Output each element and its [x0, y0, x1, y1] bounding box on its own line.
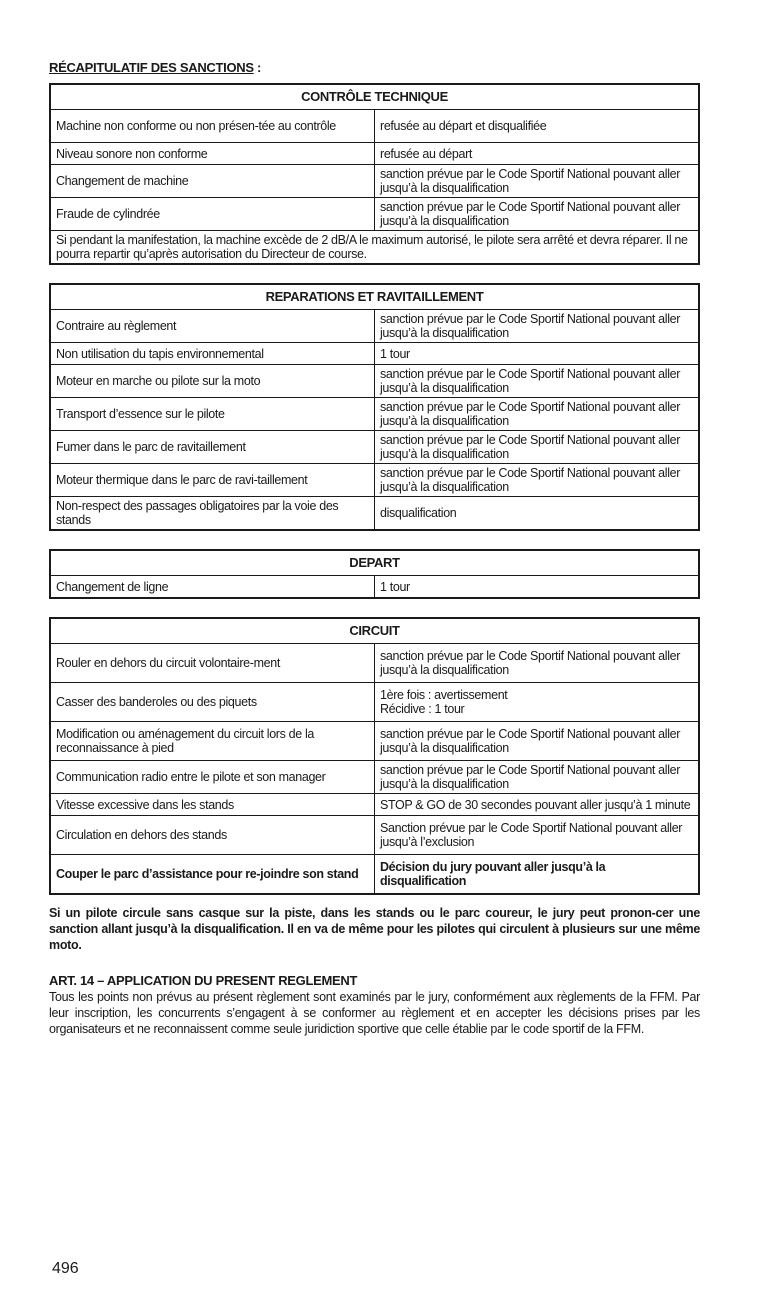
table-row — [50, 816, 699, 855]
table-row — [50, 365, 699, 398]
table-header: CONTRÔLE TECHNIQUE — [50, 84, 699, 110]
infraction-cell: Contraire au règlement — [50, 310, 375, 343]
table-controle-technique — [49, 83, 700, 265]
section-title-text: RÉCAPITULATIF DES SANCTIONS — [49, 60, 254, 75]
table-row — [50, 855, 699, 895]
sanction-cell: refusée au départ — [375, 143, 700, 165]
infraction-cell: Moteur thermique dans le parc de ravi-taillement — [50, 464, 375, 497]
table-row — [50, 398, 699, 431]
sanction-cell: sanction prévue par le Code Sportif National pouvant aller jusqu’à la disqualification — [375, 722, 700, 761]
infraction-cell: Rouler en dehors du circuit volontaire-ment — [50, 644, 375, 683]
sanction-cell: sanction prévue par le Code Sportif National pouvant aller jusqu’à la disqualification — [375, 165, 700, 198]
infraction-cell: Communication radio entre le pilote et son manager — [50, 761, 375, 794]
infraction-cell: Couper le parc d’assistance pour re-joindre son stand — [50, 855, 375, 895]
table-row — [50, 722, 699, 761]
table-circuit — [49, 617, 700, 895]
sanction-cell: 1 tour — [375, 343, 700, 365]
sanction-cell: STOP & GO de 30 secondes pouvant aller jusqu’à 1 minute — [375, 794, 700, 816]
table-row — [50, 644, 699, 683]
sanction-cell: sanction prévue par le Code Sportif National pouvant aller jusqu’à la disqualification — [375, 761, 700, 794]
table-row — [50, 464, 699, 497]
document-page — [49, 60, 700, 1037]
sanction-cell: 1 tour — [375, 576, 700, 599]
table-row — [50, 576, 699, 599]
table-header: CIRCUIT — [50, 618, 699, 644]
sanction-line: Récidive : 1 tour — [380, 702, 465, 716]
infraction-cell: Changement de ligne — [50, 576, 375, 599]
table-row — [50, 431, 699, 464]
article-body: Tous les points non prévus au présent règlement sont examinés par le jury, conformément aux règlements de la FFM. Par leur inscription, les concurrents s’engagent à se conformer au règlement et en accepter les décisions prises par les organisateurs et ne reconnaissent comme seule juridiction sportive que celle établie par le code sportif de la FFM. — [49, 990, 700, 1036]
table-header: DEPART — [50, 550, 699, 576]
sanction-cell — [375, 683, 700, 722]
note-cell: Si pendant la manifestation, la machine excède de 2 dB/A le maximum autorisé, le pilote sera arrêté et devra réparer. Il ne pourra repartir qu’après autorisation du Directeur de course. — [50, 231, 699, 265]
sanction-cell: sanction prévue par le Code Sportif National pouvant aller jusqu’à la disqualification — [375, 198, 700, 231]
infraction-cell: Fraude de cylindrée — [50, 198, 375, 231]
table-depart — [49, 549, 700, 599]
table-row — [50, 310, 699, 343]
sanction-cell: sanction prévue par le Code Sportif National pouvant aller jusqu’à la disqualification — [375, 398, 700, 431]
infraction-cell: Casser des banderoles ou des piquets — [50, 683, 375, 722]
sanction-cell: sanction prévue par le Code Sportif National pouvant aller jusqu’à la disqualification — [375, 310, 700, 343]
section-title: RÉCAPITULATIF DES SANCTIONS : — [49, 60, 262, 75]
table-row — [50, 761, 699, 794]
infraction-cell: Modification ou aménagement du circuit lors de la reconnaissance à pied — [50, 722, 375, 761]
infraction-cell: Machine non conforme ou non présen-tée au contrôle — [50, 110, 375, 143]
table-row — [50, 110, 699, 143]
infraction-cell: Niveau sonore non conforme — [50, 143, 375, 165]
table-reparations-ravitaillement — [49, 283, 700, 531]
sanction-line: 1ère fois : avertissement — [380, 688, 508, 702]
sanction-cell: sanction prévue par le Code Sportif National pouvant aller jusqu’à la disqualification — [375, 365, 700, 398]
table-row — [50, 143, 699, 165]
sanction-cell: Sanction prévue par le Code Sportif National pouvant aller jusqu’à l’exclusion — [375, 816, 700, 855]
sanction-cell: refusée au départ et disqualifiée — [375, 110, 700, 143]
table-row — [50, 231, 699, 265]
casque-note: Si un pilote circule sans casque sur la piste, dans les stands ou le parc coureur, le jury peut pronon-cer une sanction allant jusqu’à la disqualification. Il en va de même pour les pilotes qui circulent à plusieurs sur une même moto. — [49, 906, 700, 952]
article-title: ART. 14 – APPLICATION DU PRESENT REGLEMENT — [49, 973, 358, 988]
infraction-cell: Non-respect des passages obligatoires par la voie des stands — [50, 497, 375, 531]
infraction-cell: Transport d’essence sur le pilote — [50, 398, 375, 431]
sanction-cell: disqualification — [375, 497, 700, 531]
page-number: 496 — [52, 1260, 79, 1277]
table-header: REPARATIONS ET RAVITAILLEMENT — [50, 284, 699, 310]
table-row — [50, 683, 699, 722]
table-row — [50, 497, 699, 531]
sanction-cell: Décision du jury pouvant aller jusqu’à la disqualification — [375, 855, 700, 895]
sanction-cell: sanction prévue par le Code Sportif National pouvant aller jusqu’à la disqualification — [375, 431, 700, 464]
table-row — [50, 343, 699, 365]
infraction-cell: Circulation en dehors des stands — [50, 816, 375, 855]
table-row — [50, 794, 699, 816]
sanction-cell: sanction prévue par le Code Sportif National pouvant aller jusqu’à la disqualification — [375, 464, 700, 497]
sanction-cell: sanction prévue par le Code Sportif National pouvant aller jusqu’à la disqualification — [375, 644, 700, 683]
infraction-cell: Fumer dans le parc de ravitaillement — [50, 431, 375, 464]
table-row — [50, 198, 699, 231]
infraction-cell: Moteur en marche ou pilote sur la moto — [50, 365, 375, 398]
infraction-cell: Changement de machine — [50, 165, 375, 198]
infraction-cell: Vitesse excessive dans les stands — [50, 794, 375, 816]
infraction-cell: Non utilisation du tapis environnemental — [50, 343, 375, 365]
table-row — [50, 165, 699, 198]
